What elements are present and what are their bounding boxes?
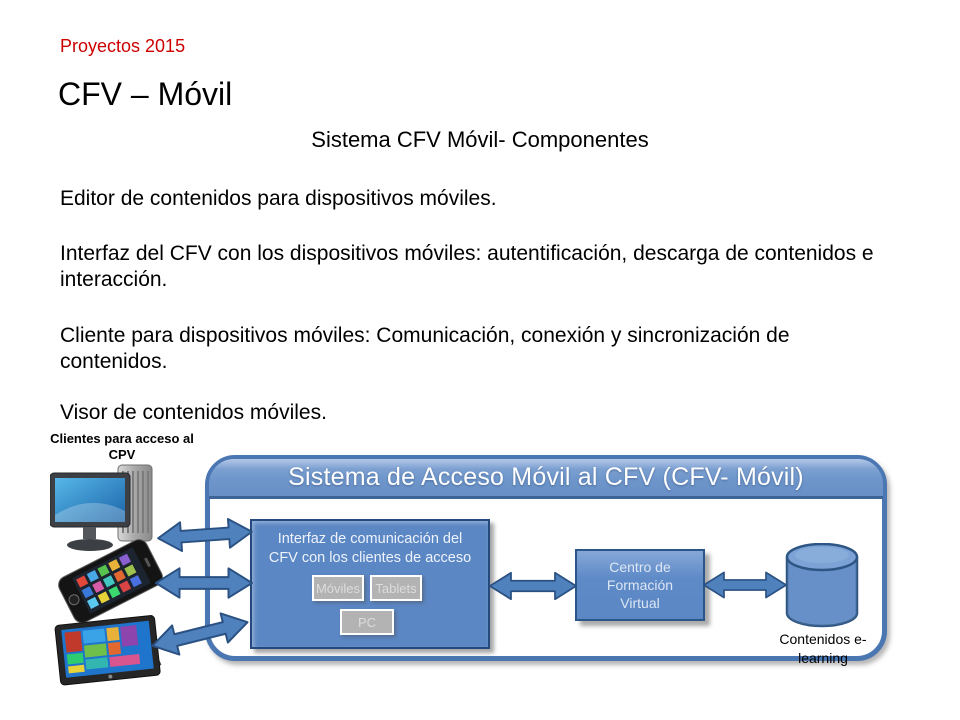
- page-title: CFV – Móvil: [58, 76, 233, 112]
- double-headed-arrow-icon: [489, 567, 577, 605]
- diagram-banner-title: Sistema de Acceso Móvil al CFV (CFV- Móvil): [288, 463, 804, 491]
- chip-moviles: Móviles: [312, 575, 364, 601]
- paragraph-cliente: Cliente para dispositivos móviles: Comunicación, conexión y sincronización de contenidos.: [60, 324, 790, 373]
- slide-subtitle: Sistema CFV Móvil- Componentes: [311, 127, 649, 152]
- paragraph-editor: Editor de contenidos para dispositivos móviles.: [60, 187, 497, 210]
- virtual-training-center-box: Centro de Formación Virtual: [575, 549, 705, 621]
- double-headed-arrow-icon: [703, 566, 787, 604]
- database-cylinder-icon: [783, 543, 861, 631]
- paragraph-interfaz: Interfaz del CFV con los dispositivos móviles: autentificación, descarga de contenidos e interacción.: [60, 242, 874, 291]
- clients-caption: Clientes para acceso al CPV: [50, 431, 194, 462]
- database-caption: Contenidos e-learning: [779, 631, 867, 666]
- chip-pc: PC: [340, 609, 394, 635]
- double-headed-arrow-icon: [156, 514, 254, 557]
- slide-eyebrow: Proyectos 2015: [60, 36, 186, 56]
- interface-box-label: Interfaz de comunicación del CFV con los clientes de acceso: [268, 531, 472, 566]
- diagram-banner: [209, 459, 883, 499]
- chip-tablets: Tablets: [370, 575, 422, 601]
- double-headed-arrow-icon: [155, 565, 253, 601]
- paragraph-visor: Visor de contenidos móviles.: [60, 401, 327, 424]
- interface-box: [250, 519, 490, 649]
- tablet-icon: [50, 612, 170, 696]
